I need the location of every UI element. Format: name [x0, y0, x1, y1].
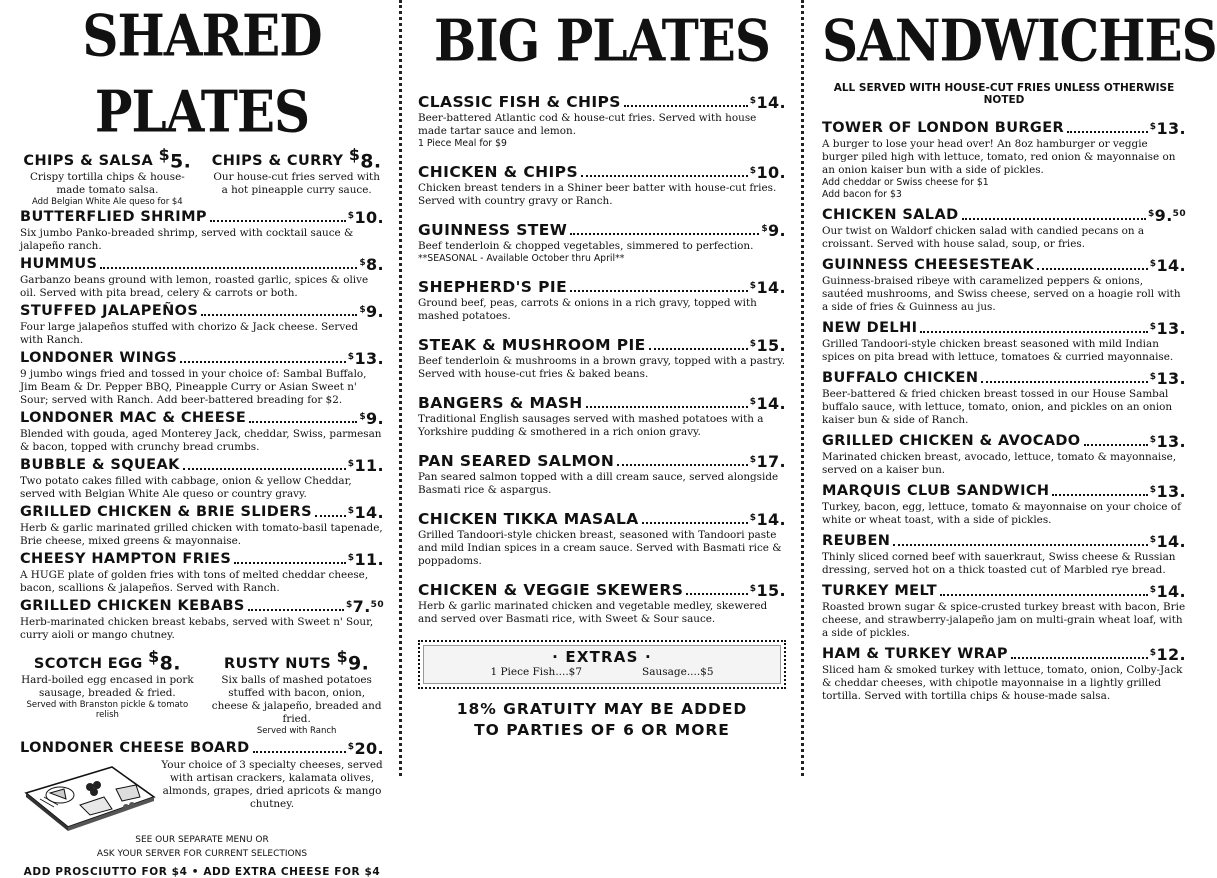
dot-leader	[234, 562, 346, 564]
item-description: Pan seared salmon topped with a dill cream sauce, served alongside Basmati rice & aspargus.	[418, 471, 779, 496]
shared-items-list	[20, 209, 384, 642]
item-name: TOWER OF LONDON BURGER	[822, 120, 1065, 136]
item-description: Sliced ham & smoked turkey with lettuce, tomato, onion, Colby-Jack & cheddar cheeses, with chipotle mayonnaise in a lightly grilled tortilla. Served with tortilla chips & house-made salsa.	[822, 664, 1183, 702]
item-name: NEW DELHI	[822, 320, 918, 336]
menu-item-chips-curry	[209, 146, 384, 207]
item-description: Marinated chicken breast, avocado, lettuce, tomato & mayonnaise, served on a kaiser bun.	[822, 451, 1177, 476]
dot-leader	[183, 468, 346, 470]
gratuity-notice: 18% GRATUITY MAY BE ADDED TO PARTIES OF 6 OR MORE	[456, 700, 748, 739]
item-note: **SEASONAL - Available October thru April**	[418, 253, 625, 264]
dot-leader	[570, 290, 748, 292]
dot-leader	[570, 233, 759, 235]
item-name: CHICKEN & VEGGIE SKEWERS	[418, 581, 684, 599]
menu-item	[20, 504, 384, 548]
item-description: Six balls of mashed potatoes stuffed with bacon, onion, cheese & jalapeño, breaded and fried.	[211, 673, 382, 725]
item-price: $14.	[1149, 256, 1186, 275]
item-price: $13.	[347, 349, 384, 369]
menu-item-rusty-nuts	[209, 648, 384, 735]
big-plates-column	[402, 0, 802, 776]
item-price: $13.	[1149, 482, 1186, 501]
item-price: $14.	[749, 394, 786, 413]
item-price: $17.	[749, 452, 786, 471]
menu-item	[418, 94, 786, 150]
item-description: Two potato cakes filled with cabbage, onion & yellow Cheddar, served with Belgian White Ale queso or country gravy.	[20, 475, 352, 501]
item-description: Thinly sliced corned beef with sauerkraut, Swiss cheese & Russian dressing, served hot on a thick toasted cut of Marbled rye bread.	[822, 551, 1176, 576]
dot-leader	[180, 361, 346, 363]
dot-leader	[920, 331, 1147, 333]
menu-item	[418, 453, 786, 497]
menu-item	[20, 598, 384, 642]
item-name: STEAK & MUSHROOM PIE	[418, 336, 646, 354]
item-name: SCOTCH EGG	[33, 655, 143, 672]
item-description: A burger to lose your head over! An 8oz hamburger or veggie burger piled high with lettuce, tomato, red onion & mayonnaise on an onion kaiser bun with a side of pickles.	[822, 138, 1176, 176]
dot-leader	[617, 464, 748, 466]
item-name: GRILLED CHICKEN & BRIE SLIDERS	[20, 504, 312, 521]
item-description: Herb-marinated chicken breast kebabs, served with Sweet n' Sour, curry aioli or mango chutney.	[20, 616, 374, 642]
dot-leader	[1067, 131, 1148, 133]
item-description: A HUGE plate of golden fries with tons of melted cheddar cheese, bacon, scallions & jalapeños. Served with Ranch.	[20, 569, 369, 595]
menu-item-cheese-board	[20, 740, 384, 861]
item-description: Garbanzo beans ground with lemon, roasted garlic, spices & olive oil. Served with pita bread, celery & carrots or both.	[20, 274, 369, 300]
cheese-board-illustration	[20, 759, 160, 831]
item-note: 1 Piece Meal for $9	[418, 138, 507, 149]
item-note: Served with Ranch	[256, 725, 337, 736]
item-name: TURKEY MELT	[822, 583, 937, 599]
item-name: GRILLED CHICKEN KEBABS	[20, 598, 245, 615]
dot-leader	[893, 544, 1147, 546]
menu-item	[20, 209, 384, 253]
shared-plates-column	[0, 0, 400, 878]
item-description: Our house-cut fries served with a hot pineapple curry sauce.	[213, 171, 380, 197]
item-description: Beer-battered Atlantic cod & house-cut fries. Served with house made tartar sauce and lemon.	[418, 112, 757, 137]
item-price: $9.50	[1147, 206, 1186, 225]
item-price: $14.	[749, 93, 786, 112]
dot-leader	[642, 522, 748, 524]
menu-item	[418, 337, 786, 381]
dot-leader	[1084, 444, 1148, 446]
menu-item-chips-salsa	[20, 146, 195, 207]
section-subtitle: ALL SERVED WITH HOUSE-CUT FRIES UNLESS OTHERWISE NOTED	[833, 82, 1175, 106]
dot-leader	[1052, 494, 1147, 496]
item-name: BUTTERFLIED SHRIMP	[20, 209, 207, 226]
section-title: SHARED PLATES	[82, 1, 322, 146]
item-price: $13.	[1149, 432, 1186, 451]
item-price: $9.	[359, 302, 384, 322]
item-description: Our twist on Waldorf chicken salad with candied pecans on a croissant. Served with house salad, soup, or fries.	[822, 225, 1145, 250]
menu-item	[822, 207, 1186, 251]
item-description: Roasted brown sugar & spice-crusted turkey breast with bacon, Brie cheese, and strawberry-jalapeño jam on multi-grain wheat loaf, with a side of pickles.	[822, 601, 1186, 639]
sandwich-items-list	[822, 120, 1186, 703]
dot-leader	[981, 381, 1147, 383]
menu-item	[20, 303, 384, 347]
dot-leader	[581, 175, 748, 177]
menu-item	[418, 279, 786, 323]
item-description: Hard-boiled egg encased in pork sausage, breaded & fried.	[21, 673, 194, 699]
menu-item	[20, 410, 384, 454]
item-price: $15.	[749, 336, 786, 355]
item-name: HAM & TURKEY WRAP	[822, 646, 1008, 662]
item-name: CHICKEN SALAD	[822, 207, 959, 223]
menu-item	[822, 120, 1186, 201]
menu-item	[822, 533, 1186, 577]
item-name: GUINNESS CHEESESTEAK	[822, 257, 1035, 273]
item-note: Add cheddar or Swiss cheese for $1	[822, 177, 989, 188]
dot-leader	[940, 594, 1148, 596]
item-price: $7.50	[345, 597, 384, 617]
item-price: $8.	[348, 145, 382, 173]
egg-nuts-pair	[20, 648, 384, 735]
item-name: CHIPS & CURRY	[211, 153, 344, 170]
item-description: Grilled Tandoori-style chicken breast, seasoned with Tandoori paste and mild Indian spices in a cream sauce. Served with Basmati rice & poppadoms.	[418, 529, 782, 567]
item-price: $15.	[749, 581, 786, 600]
item-description: Chicken breast tenders in a Shiner beer batter with house-cut fries. Served with country gravy or Ranch.	[418, 182, 777, 207]
item-name: HUMMUS	[20, 256, 98, 273]
menu-item-scotch-egg	[20, 648, 195, 735]
item-name: SHEPHERD'S PIE	[418, 278, 568, 296]
menu-item	[418, 582, 786, 626]
menu-item	[822, 370, 1186, 427]
item-name: LONDONER MAC & CHEESE	[20, 410, 247, 427]
item-price: $10.	[347, 208, 384, 228]
item-description: Guinness-braised ribeye with caramelized peppers & onions, sautéed mushrooms, and Swiss cheese, served on a hoagie roll with a side of fries & Guinness au jus.	[822, 275, 1181, 313]
item-description: Herb & garlic marinated grilled chicken with tomato-basil tapenade, Brie cheese, mixed greens & mayonnaise.	[20, 522, 383, 548]
item-name: REUBEN	[822, 533, 891, 549]
item-price: $14.	[749, 510, 786, 529]
item-name: CHICKEN & CHIPS	[418, 163, 579, 181]
menu-item	[20, 457, 384, 501]
dot-leader	[100, 267, 357, 269]
big-items-list	[418, 94, 786, 626]
item-description: Turkey, bacon, egg, lettuce, tomato & mayonnaise on your choice of white or wheat toast, with a side of pickles.	[822, 501, 1181, 526]
item-price: $14.	[1149, 532, 1186, 551]
dot-leader	[253, 751, 346, 753]
item-name: CHICKEN TIKKA MASALA	[418, 510, 639, 528]
section-title: SANDWICHES	[822, 6, 1217, 75]
item-price: $14.	[347, 503, 384, 523]
item-price: $12.	[1149, 645, 1186, 664]
menu-item	[20, 350, 384, 407]
item-description: Beef tenderloin & chopped vegetables, simmered to perfection.	[418, 240, 754, 252]
extras-box	[418, 640, 786, 689]
chips-pair	[20, 146, 384, 207]
menu-item	[20, 551, 384, 595]
section-title: BIG PLATES	[434, 6, 770, 75]
item-name: BANGERS & MASH	[418, 394, 583, 412]
dot-leader	[201, 314, 357, 316]
dot-leader	[248, 609, 344, 611]
dot-leader	[210, 220, 346, 222]
item-note: Add bacon for $3	[822, 189, 902, 200]
item-name: LONDONER CHEESE BOARD	[20, 739, 250, 756]
menu-item	[822, 483, 1186, 527]
menu-item	[822, 583, 1186, 640]
dot-leader	[686, 593, 747, 595]
menu-item	[418, 511, 786, 568]
dot-leader	[586, 406, 748, 408]
item-price: $10.	[749, 163, 786, 182]
item-price: $14.	[749, 278, 786, 297]
item-price: $9.	[336, 647, 370, 675]
item-name: BUBBLE & SQUEAK	[20, 457, 180, 474]
dot-leader	[1037, 268, 1148, 270]
item-description: Beer-battered & fried chicken breast tossed in our House Sambal buffalo sauce, with lettuce, tomato, onion, and pickles on an onion kaiser bun & side of Ranch.	[822, 388, 1173, 426]
menu-item	[822, 433, 1186, 477]
sandwiches-column	[804, 0, 1217, 776]
item-price: $9.	[761, 221, 786, 240]
item-description: 9 jumbo wings fried and tossed in your choice of: Sambal Buffalo, Jim Beam & Dr. Pepper BBQ, Pineapple Curry or Asian Sweet n' Sour; served with Ranch. Add beer-battered breading for $2.	[20, 368, 367, 407]
menu-item	[418, 395, 786, 439]
cheese-board-addons: ADD PROSCIUTTO FOR $4 • ADD EXTRA CHEESE FOR $4	[23, 865, 381, 878]
item-price: $20.	[347, 738, 384, 758]
dot-leader	[315, 515, 346, 517]
item-description: Six jumbo Panko-breaded shrimp, served with cocktail sauce & jalapeño ranch.	[20, 227, 354, 253]
item-description: Grilled Tandoori-style chicken breast seasoned with mild Indian spices on pita bread with lettuce, tomatoes & curried mayonnaise.	[822, 338, 1174, 363]
cheese-board-note: SEE OUR SEPARATE MENU OR	[135, 834, 269, 845]
item-description: Ground beef, peas, carrots & onions in a rich gravy, topped with mashed potatoes.	[418, 297, 757, 322]
dot-leader	[1011, 657, 1148, 659]
item-name: PAN SEARED SALMON	[418, 452, 615, 470]
item-description: Blended with gouda, aged Monterey Jack, cheddar, Swiss, parmesan & bacon, topped with crunchy bread crumbs.	[20, 428, 382, 454]
item-name: GRILLED CHICKEN & AVOCADO	[822, 433, 1081, 449]
dot-leader	[962, 218, 1146, 220]
menu-item	[822, 646, 1186, 703]
item-name: CLASSIC FISH & CHIPS	[418, 93, 621, 111]
item-price: $5.	[158, 145, 192, 173]
extra-fish: 1 Piece Fish....$7	[490, 666, 583, 678]
menu-item	[822, 257, 1186, 314]
menu-item	[20, 256, 384, 300]
item-description: Herb & garlic marinated chicken and vegetable medley, skewered and served over Basmati rice, with Sweet & Sour sauce.	[418, 600, 768, 625]
extra-sausage: Sausage....$5	[642, 666, 714, 678]
item-name: CHIPS & SALSA	[23, 153, 154, 170]
menu-item	[822, 320, 1186, 364]
item-price: $8.	[148, 647, 181, 675]
dot-leader	[649, 348, 748, 350]
item-price: $13.	[1149, 369, 1186, 388]
extras-title: · EXTRAS ·	[552, 648, 652, 666]
dot-leader	[624, 105, 748, 107]
item-price: $13.	[1149, 119, 1186, 138]
item-name: LONDONER WINGS	[20, 350, 178, 367]
item-description: Traditional English sausages served with mashed potatoes with a Yorkshire pudding & smothered in a rich onion gravy.	[418, 413, 764, 438]
item-name: BUFFALO CHICKEN	[822, 370, 979, 386]
menu-item	[418, 222, 786, 265]
item-note: Served with Branston pickle & tomato relish	[26, 699, 189, 720]
item-price: $13.	[1149, 319, 1186, 338]
dot-leader	[249, 421, 357, 423]
item-price: $9.	[359, 409, 384, 429]
item-description: Crispy tortilla chips & house-made tomato salsa.	[29, 171, 185, 197]
item-name: RUSTY NUTS	[224, 655, 332, 672]
item-note: Add Belgian White Ale queso for $4	[32, 197, 183, 208]
item-price: $8.	[359, 255, 384, 275]
item-name: CHEESY HAMPTON FRIES	[20, 551, 232, 568]
item-name: MARQUIS CLUB SANDWICH	[822, 483, 1050, 499]
cheese-board-note: ASK YOUR SERVER FOR CURRENT SELECTIONS	[96, 848, 308, 859]
item-name: GUINNESS STEW	[418, 221, 568, 239]
item-price: $14.	[1149, 582, 1186, 601]
item-description: Your choice of 3 specialty cheeses, served with artisan crackers, kalamata olives, almonds, grapes, dried apricots & mango chutney.	[161, 758, 383, 810]
item-name: STUFFED JALAPEÑOS	[20, 303, 199, 320]
item-description: Beef tenderloin & mushrooms in a brown gravy, topped with a pastry. Served with house-cut fries & baked beans.	[418, 355, 786, 380]
menu-item	[418, 164, 786, 208]
item-description: Four large jalapeños stuffed with chorizo & Jack cheese. Served with Ranch.	[20, 321, 359, 347]
item-price: $11.	[347, 456, 384, 476]
item-price: $11.	[347, 550, 384, 570]
